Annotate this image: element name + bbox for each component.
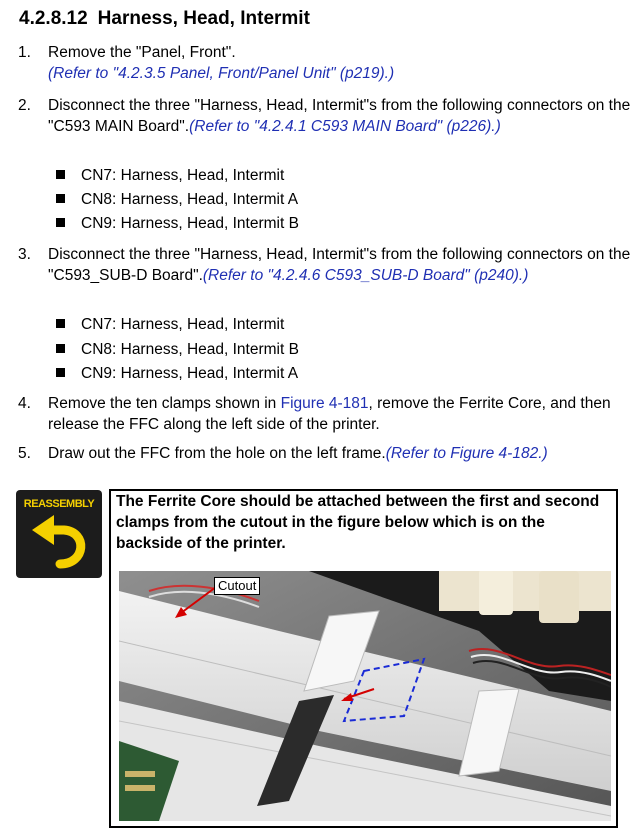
- list-item: CN9: Harness, Head, Intermit A: [56, 363, 298, 384]
- list-item: CN7: Harness, Head, Intermit: [56, 165, 284, 186]
- bullet-square-icon: [56, 344, 65, 353]
- step-number: 4.: [18, 395, 31, 412]
- bullet-square-icon: [56, 194, 65, 203]
- step-number: 1.: [18, 44, 31, 61]
- bullet-square-icon: [56, 368, 65, 377]
- cutout-callout: Cutout: [214, 577, 260, 595]
- section-heading: [19, 8, 310, 30]
- cross-reference-link[interactable]: (Refer to "4.2.4.1 C593 MAIN Board" (p226).): [189, 118, 501, 135]
- reassembly-label: REASSEMBLY: [23, 498, 95, 510]
- step-text: Disconnect the three "Harness, Head, Intermit"s from the following connectors on the "C593 MAIN Board".: [48, 97, 631, 135]
- figure-link[interactable]: Figure 4-181: [280, 395, 369, 412]
- ferrite-core-photo: [119, 571, 611, 821]
- step-number: 2.: [18, 97, 31, 114]
- cross-reference-link[interactable]: (Refer to "4.2.4.6 C593_SUB-D Board" (p240).): [202, 267, 529, 284]
- bullet-square-icon: [56, 319, 65, 328]
- return-arrow-icon: [16, 490, 102, 578]
- list-item: CN9: Harness, Head, Intermit B: [56, 213, 299, 234]
- bullet-square-icon: [56, 170, 65, 179]
- list-item: CN7: Harness, Head, Intermit: [56, 314, 284, 335]
- step-text: Remove the ten clamps shown in: [48, 395, 281, 412]
- cross-reference-link[interactable]: (Refer to "4.2.3.5 Panel, Front/Panel Unit" (p219).): [48, 65, 395, 82]
- list-item: CN8: Harness, Head, Intermit A: [56, 189, 298, 210]
- list-item: CN8: Harness, Head, Intermit B: [56, 339, 299, 360]
- reassembly-icon: [16, 490, 102, 578]
- step-text: Remove the "Panel, Front".: [48, 44, 236, 61]
- section-number: 4.2.8.12: [19, 8, 88, 29]
- step-text: Disconnect the three "Harness, Head, Intermit"s from the following connectors on the "C593_SUB-D Board".: [48, 246, 631, 284]
- note-text: The Ferrite Core should be attached between the first and second clamps from the cutout in the figure below which is on the backside of the printer.: [116, 493, 600, 552]
- section-title: Harness, Head, Intermit: [97, 8, 310, 29]
- cross-reference-link[interactable]: (Refer to Figure 4-182.): [385, 445, 548, 462]
- step-text-cont: , remove the Ferrite Core, and then release the FFC along the left side of the printer.: [48, 395, 611, 433]
- step-text: Draw out the FFC from the hole on the left frame.: [48, 445, 386, 462]
- step-number: 3.: [18, 246, 31, 263]
- bullet-square-icon: [56, 218, 65, 227]
- step-number: 5.: [18, 445, 31, 462]
